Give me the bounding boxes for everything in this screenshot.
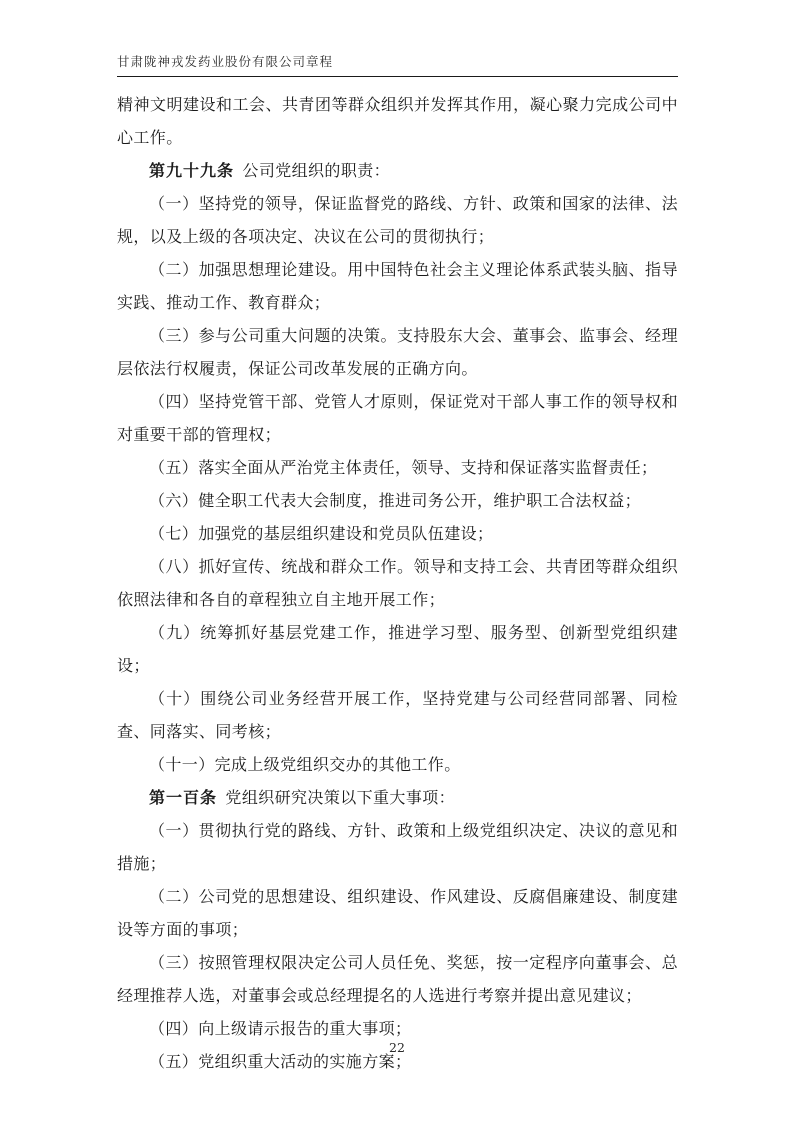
body-paragraph: （一）坚持党的领导，保证监督党的路线、方针、政策和国家的法律、法规，以及上级的各项决定、决议在公司的贯彻执行； xyxy=(117,194,678,246)
article-number: 第九十九条 xyxy=(149,161,235,180)
body-paragraph: （八）抓好宣传、统战和群众工作。领导和支持工会、共青团等群众组织依照法律和各自的章程独立自主地开展工作； xyxy=(117,557,678,609)
document-content xyxy=(117,88,678,1078)
body-paragraph: （十）围绕公司业务经营开展工作，坚持党建与公司经营同部署、同检查、同落实、同考核； xyxy=(117,689,678,741)
body-paragraph: （四）坚持党管干部、党管人才原则，保证党对干部人事工作的领导权和对重要干部的管理权； xyxy=(117,392,678,444)
body-paragraph: （五）落实全面从严治党主体责任，领导、支持和保证落实监督责任； xyxy=(149,458,658,477)
body-paragraph: （二）加强思想理论建设。用中国特色社会主义理论体系武装头脑、指导实践、推动工作、教育群众； xyxy=(117,260,678,312)
body-paragraph: （四）向上级请示报告的重大事项； xyxy=(149,1019,412,1038)
article-heading: 第九十九条 公司党组织的职责： xyxy=(149,161,391,180)
header-divider xyxy=(117,76,678,77)
document-title: 甘肃陇神戎发药业股份有限公司章程 xyxy=(117,54,334,69)
article-heading: 第一百条 党组织研究决策以下重大事项： xyxy=(149,788,456,807)
article-number: 第一百条 xyxy=(149,788,218,807)
page-number: 22 xyxy=(389,1040,405,1055)
body-paragraph: （六）健全职工代表大会制度，推进司务公开，维护职工合法权益； xyxy=(149,491,642,510)
body-paragraph: （一）贯彻执行党的路线、方针、政策和上级党组织决定、决议的意见和措施； xyxy=(117,821,678,873)
body-paragraph: （五）党组织重大活动的实施方案； xyxy=(149,1052,412,1071)
page-footer xyxy=(0,1040,794,1055)
body-paragraph: （三）参与公司重大问题的决策。支持股东大会、董事会、监事会、经理层依法行权履责，保证公司改革发展的正确方向。 xyxy=(117,326,678,378)
body-paragraph: 精神文明建设和工会、共青团等群众组织并发挥其作用，凝心聚力完成公司中心工作。 xyxy=(117,95,678,147)
body-paragraph: （七）加强党的基层组织建设和党员队伍建设； xyxy=(149,524,494,543)
body-paragraph: （十一）完成上级党组织交办的其他工作。 xyxy=(149,755,461,774)
body-paragraph: （九）统筹抓好基层党建工作，推进学习型、服务型、创新型党组织建设； xyxy=(117,623,678,675)
page-header xyxy=(117,52,678,77)
body-paragraph: （三）按照管理权限决定公司人员任免、奖惩，按一定程序向董事会、总经理推荐人选，对董事会或总经理提名的人选进行考察并提出意见建议； xyxy=(117,953,678,1005)
body-paragraph: （二）公司党的思想建设、组织建设、作风建设、反腐倡廉建设、制度建设等方面的事项； xyxy=(117,887,678,939)
